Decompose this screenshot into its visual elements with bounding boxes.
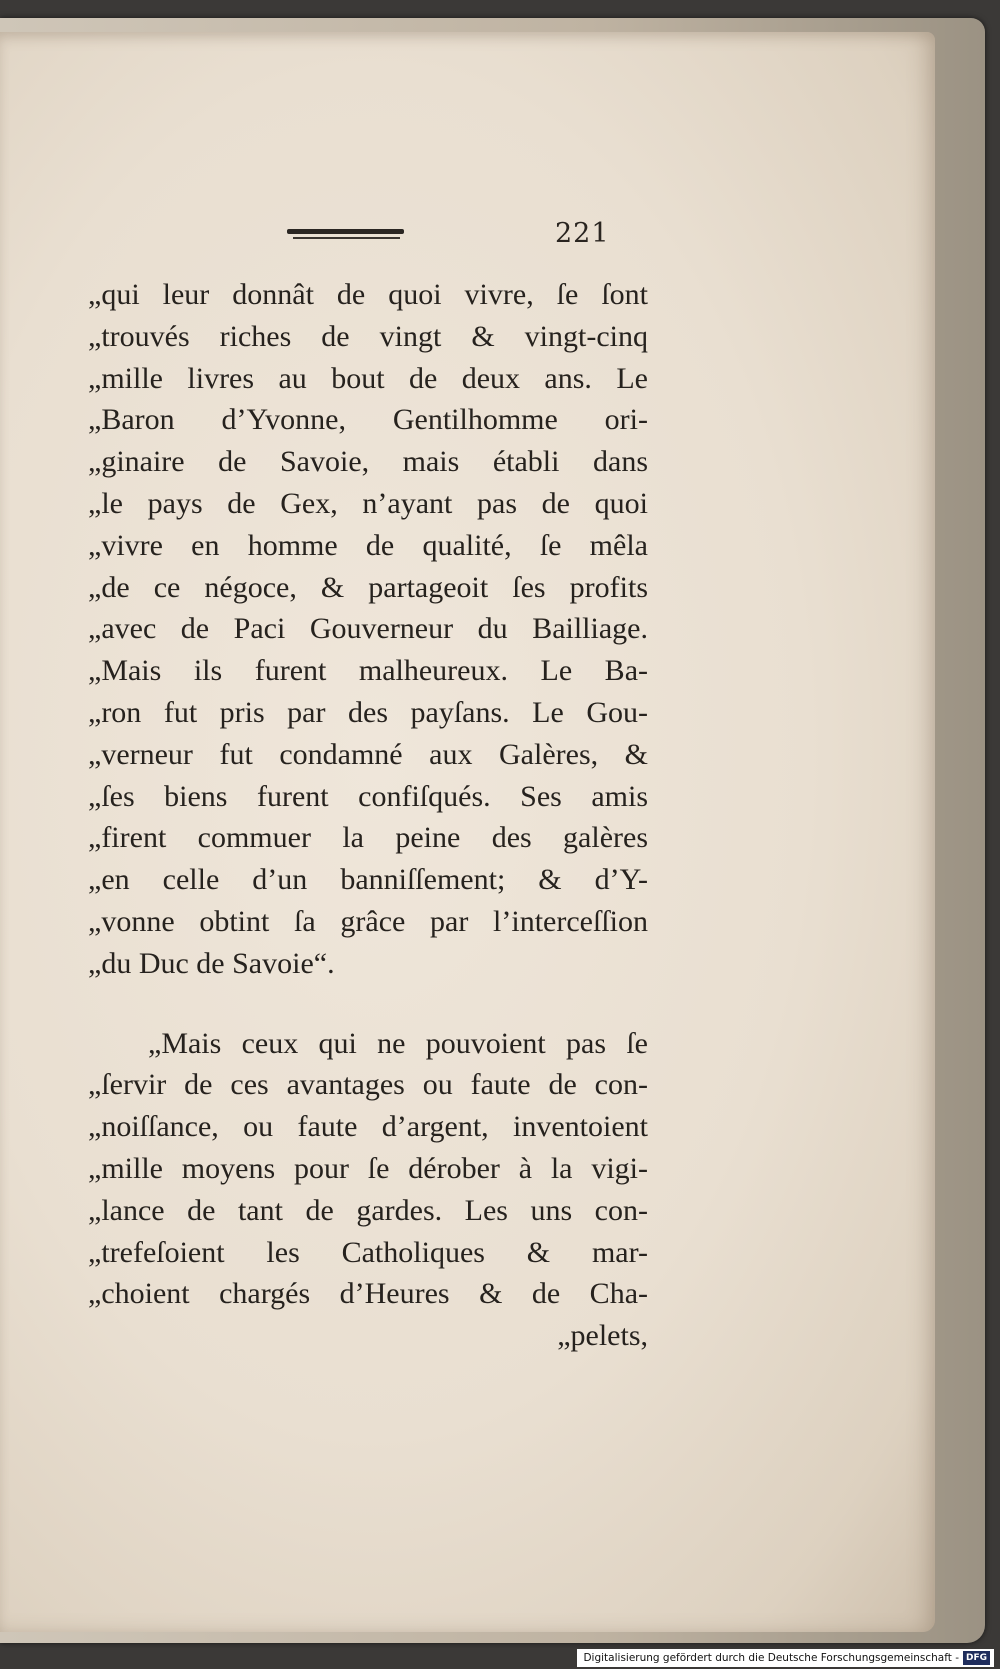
text-line: „de ce négoce, & partageoit ſes profits bbox=[88, 570, 648, 604]
text-line: „le pays de Gex, n’ayant pas de quoi bbox=[88, 486, 648, 520]
text-line: „vonne obtint ſa grâce par l’interceſſion bbox=[88, 904, 648, 938]
text-line: „noiſſance, ou faute d’argent, inventoient bbox=[88, 1110, 648, 1144]
text-line: „ginaire de Savoie, mais établi dans bbox=[88, 445, 648, 479]
text-line: „avec de Paci Gouverneur du Bailliage. bbox=[88, 612, 648, 646]
header-rule-thick bbox=[287, 229, 404, 234]
text-line: „choient chargés d’Heures & de Cha- bbox=[88, 1277, 648, 1311]
text-line: „qui leur donnât de quoi vivre, ſe ſont bbox=[88, 278, 648, 311]
text-line: „ſervir de ces avantages ou faute de con- bbox=[88, 1068, 648, 1102]
text-line: „ſes biens furent confiſqués. Ses amis bbox=[88, 779, 648, 813]
header-rule bbox=[287, 229, 404, 242]
text-line: „du Duc de Savoie“. bbox=[88, 946, 335, 980]
text-line: „trouvés riches de vingt & vingt-cinq bbox=[88, 319, 648, 353]
paragraph-gap bbox=[88, 985, 648, 1023]
body-text bbox=[88, 274, 648, 1357]
credit-text: Digitalisierung gefördert durch die Deutsche Forschungsgemeinschaft - bbox=[583, 1652, 959, 1664]
page-number: 221 bbox=[555, 218, 610, 249]
text-line: „en celle d’un banniſſement; & d’Y- bbox=[88, 863, 648, 897]
catchword: „pelets, bbox=[557, 1319, 648, 1353]
text-line: „firent commuer la peine des galères bbox=[88, 821, 648, 855]
text-line: „ron fut pris par des payſans. Le Gou- bbox=[88, 695, 648, 729]
text-line: „Mais ceux qui ne pouvoient pas ſe bbox=[148, 1026, 648, 1060]
text-line: „vivre en homme de qualité, ſe mêla bbox=[88, 528, 648, 562]
text-line: „verneur fut condamné aux Galères, & bbox=[88, 737, 648, 771]
digitization-credit bbox=[577, 1649, 994, 1667]
text-line: „lance de tant de gardes. Les uns con- bbox=[88, 1193, 648, 1227]
text-line: „Baron d’Yvonne, Gentilhomme ori- bbox=[88, 403, 648, 437]
text-line: „Mais ils furent malheureux. Le Ba- bbox=[88, 654, 648, 688]
text-line: „mille moyens pour ſe dérober à la vigi- bbox=[88, 1151, 648, 1185]
dfg-logo: DFG bbox=[963, 1651, 990, 1665]
text-line: „trefeſoient les Catholiques & mar- bbox=[88, 1235, 648, 1269]
header-rule-thin bbox=[293, 237, 400, 239]
text-line: „mille livres au bout de deux ans. Le bbox=[88, 361, 648, 395]
